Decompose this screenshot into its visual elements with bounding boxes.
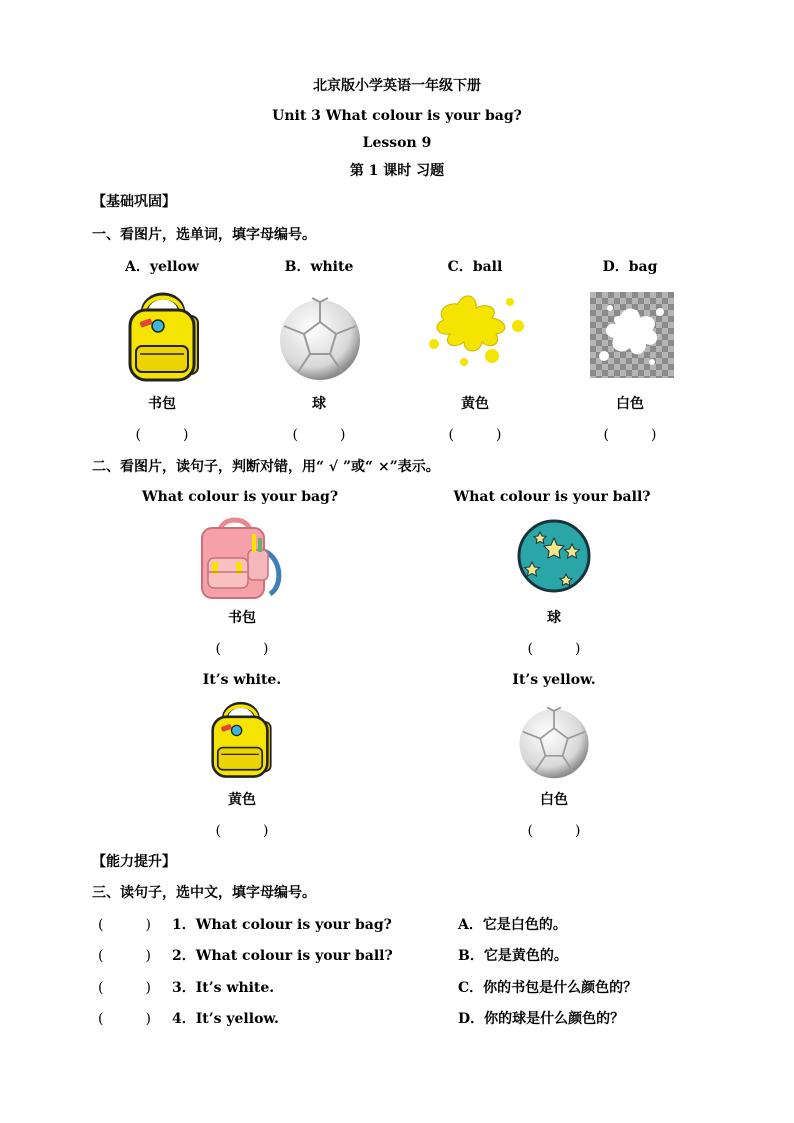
section-improve-heading: 【能力提升】 bbox=[92, 854, 176, 870]
match-answer-c: C．你的书包是什么颜色的？ bbox=[458, 980, 638, 996]
match-answer-b: B．它是黄色的。 bbox=[458, 948, 568, 964]
judge-blank-4[interactable]: ( ) bbox=[527, 823, 581, 839]
answer-blank-4[interactable]: ( ) bbox=[603, 427, 657, 443]
question-bag-colour: What colour is your bag? bbox=[141, 489, 339, 505]
row2-caption-yellow: 黄色 bbox=[228, 792, 256, 808]
white-ball-picture-2 bbox=[516, 704, 592, 780]
caption-bag: 书包 bbox=[148, 396, 176, 412]
judge-blank-1[interactable]: ( ) bbox=[215, 641, 269, 657]
row2-caption-white: 白色 bbox=[540, 792, 568, 808]
option-d: D．bag bbox=[602, 259, 658, 275]
yellow-backpack-picture-2 bbox=[204, 698, 276, 780]
match-blank-4[interactable]: ( ) bbox=[98, 1011, 151, 1027]
answer-blank-2[interactable]: ( ) bbox=[292, 427, 346, 443]
match-blank-2[interactable]: ( ) bbox=[98, 948, 151, 964]
judge-blank-2[interactable]: ( ) bbox=[527, 641, 581, 657]
judge-blank-3[interactable]: ( ) bbox=[215, 823, 269, 839]
yellow-paint-splash-picture bbox=[420, 290, 530, 368]
option-c: C．ball bbox=[447, 259, 503, 275]
pink-backpack-picture bbox=[198, 514, 284, 600]
match-blank-3[interactable]: ( ) bbox=[98, 980, 151, 996]
teal-star-ball-picture bbox=[516, 518, 592, 594]
match-question-1: 1．What colour is your bag? bbox=[172, 917, 392, 933]
match-question-4: 4．It’s yellow. bbox=[172, 1011, 279, 1027]
period-title: 第 1 课时 习题 bbox=[349, 163, 445, 179]
match-blank-1[interactable]: ( ) bbox=[98, 917, 151, 933]
match-question-2: 2．What colour is your ball? bbox=[172, 948, 393, 964]
lesson-title: Lesson 9 bbox=[362, 135, 432, 151]
white-ball-picture bbox=[276, 294, 364, 382]
white-paint-splash-picture bbox=[590, 292, 674, 378]
match-question-3: 3．It’s white. bbox=[172, 980, 275, 996]
part1-instruction: 一、看图片，选单词，填字母编号。 bbox=[92, 227, 316, 243]
match-answer-d: D．你的球是什么颜色的？ bbox=[458, 1011, 625, 1027]
unit-title: Unit 3 What colour is your bag? bbox=[272, 108, 522, 124]
answer-blank-1[interactable]: ( ) bbox=[135, 427, 189, 443]
row1-caption-bag: 书包 bbox=[228, 610, 256, 626]
option-a: A．yellow bbox=[125, 259, 199, 275]
option-b: B．white bbox=[284, 259, 354, 275]
answer-its-yellow: It’s yellow. bbox=[512, 672, 596, 688]
part3-instruction: 三、读句子，选中文，填字母编号。 bbox=[92, 885, 316, 901]
question-ball-colour: What colour is your ball? bbox=[453, 489, 651, 505]
answer-its-white: It’s white. bbox=[202, 672, 282, 688]
caption-yellow: 黄色 bbox=[461, 396, 489, 412]
book-title: 北京版小学英语一年级下册 bbox=[313, 78, 481, 94]
caption-white: 白色 bbox=[616, 396, 644, 412]
caption-ball: 球 bbox=[312, 396, 326, 412]
match-answer-a: A．它是白色的。 bbox=[458, 917, 567, 933]
yellow-backpack-picture bbox=[122, 288, 202, 384]
part2-instruction: 二、看图片，读句子，判断对错，用“ √ ”或“ ×”表示。 bbox=[92, 459, 440, 475]
row1-caption-ball: 球 bbox=[547, 610, 561, 626]
section-basic-heading: 【基础巩固】 bbox=[92, 194, 176, 210]
answer-blank-3[interactable]: ( ) bbox=[448, 427, 502, 443]
